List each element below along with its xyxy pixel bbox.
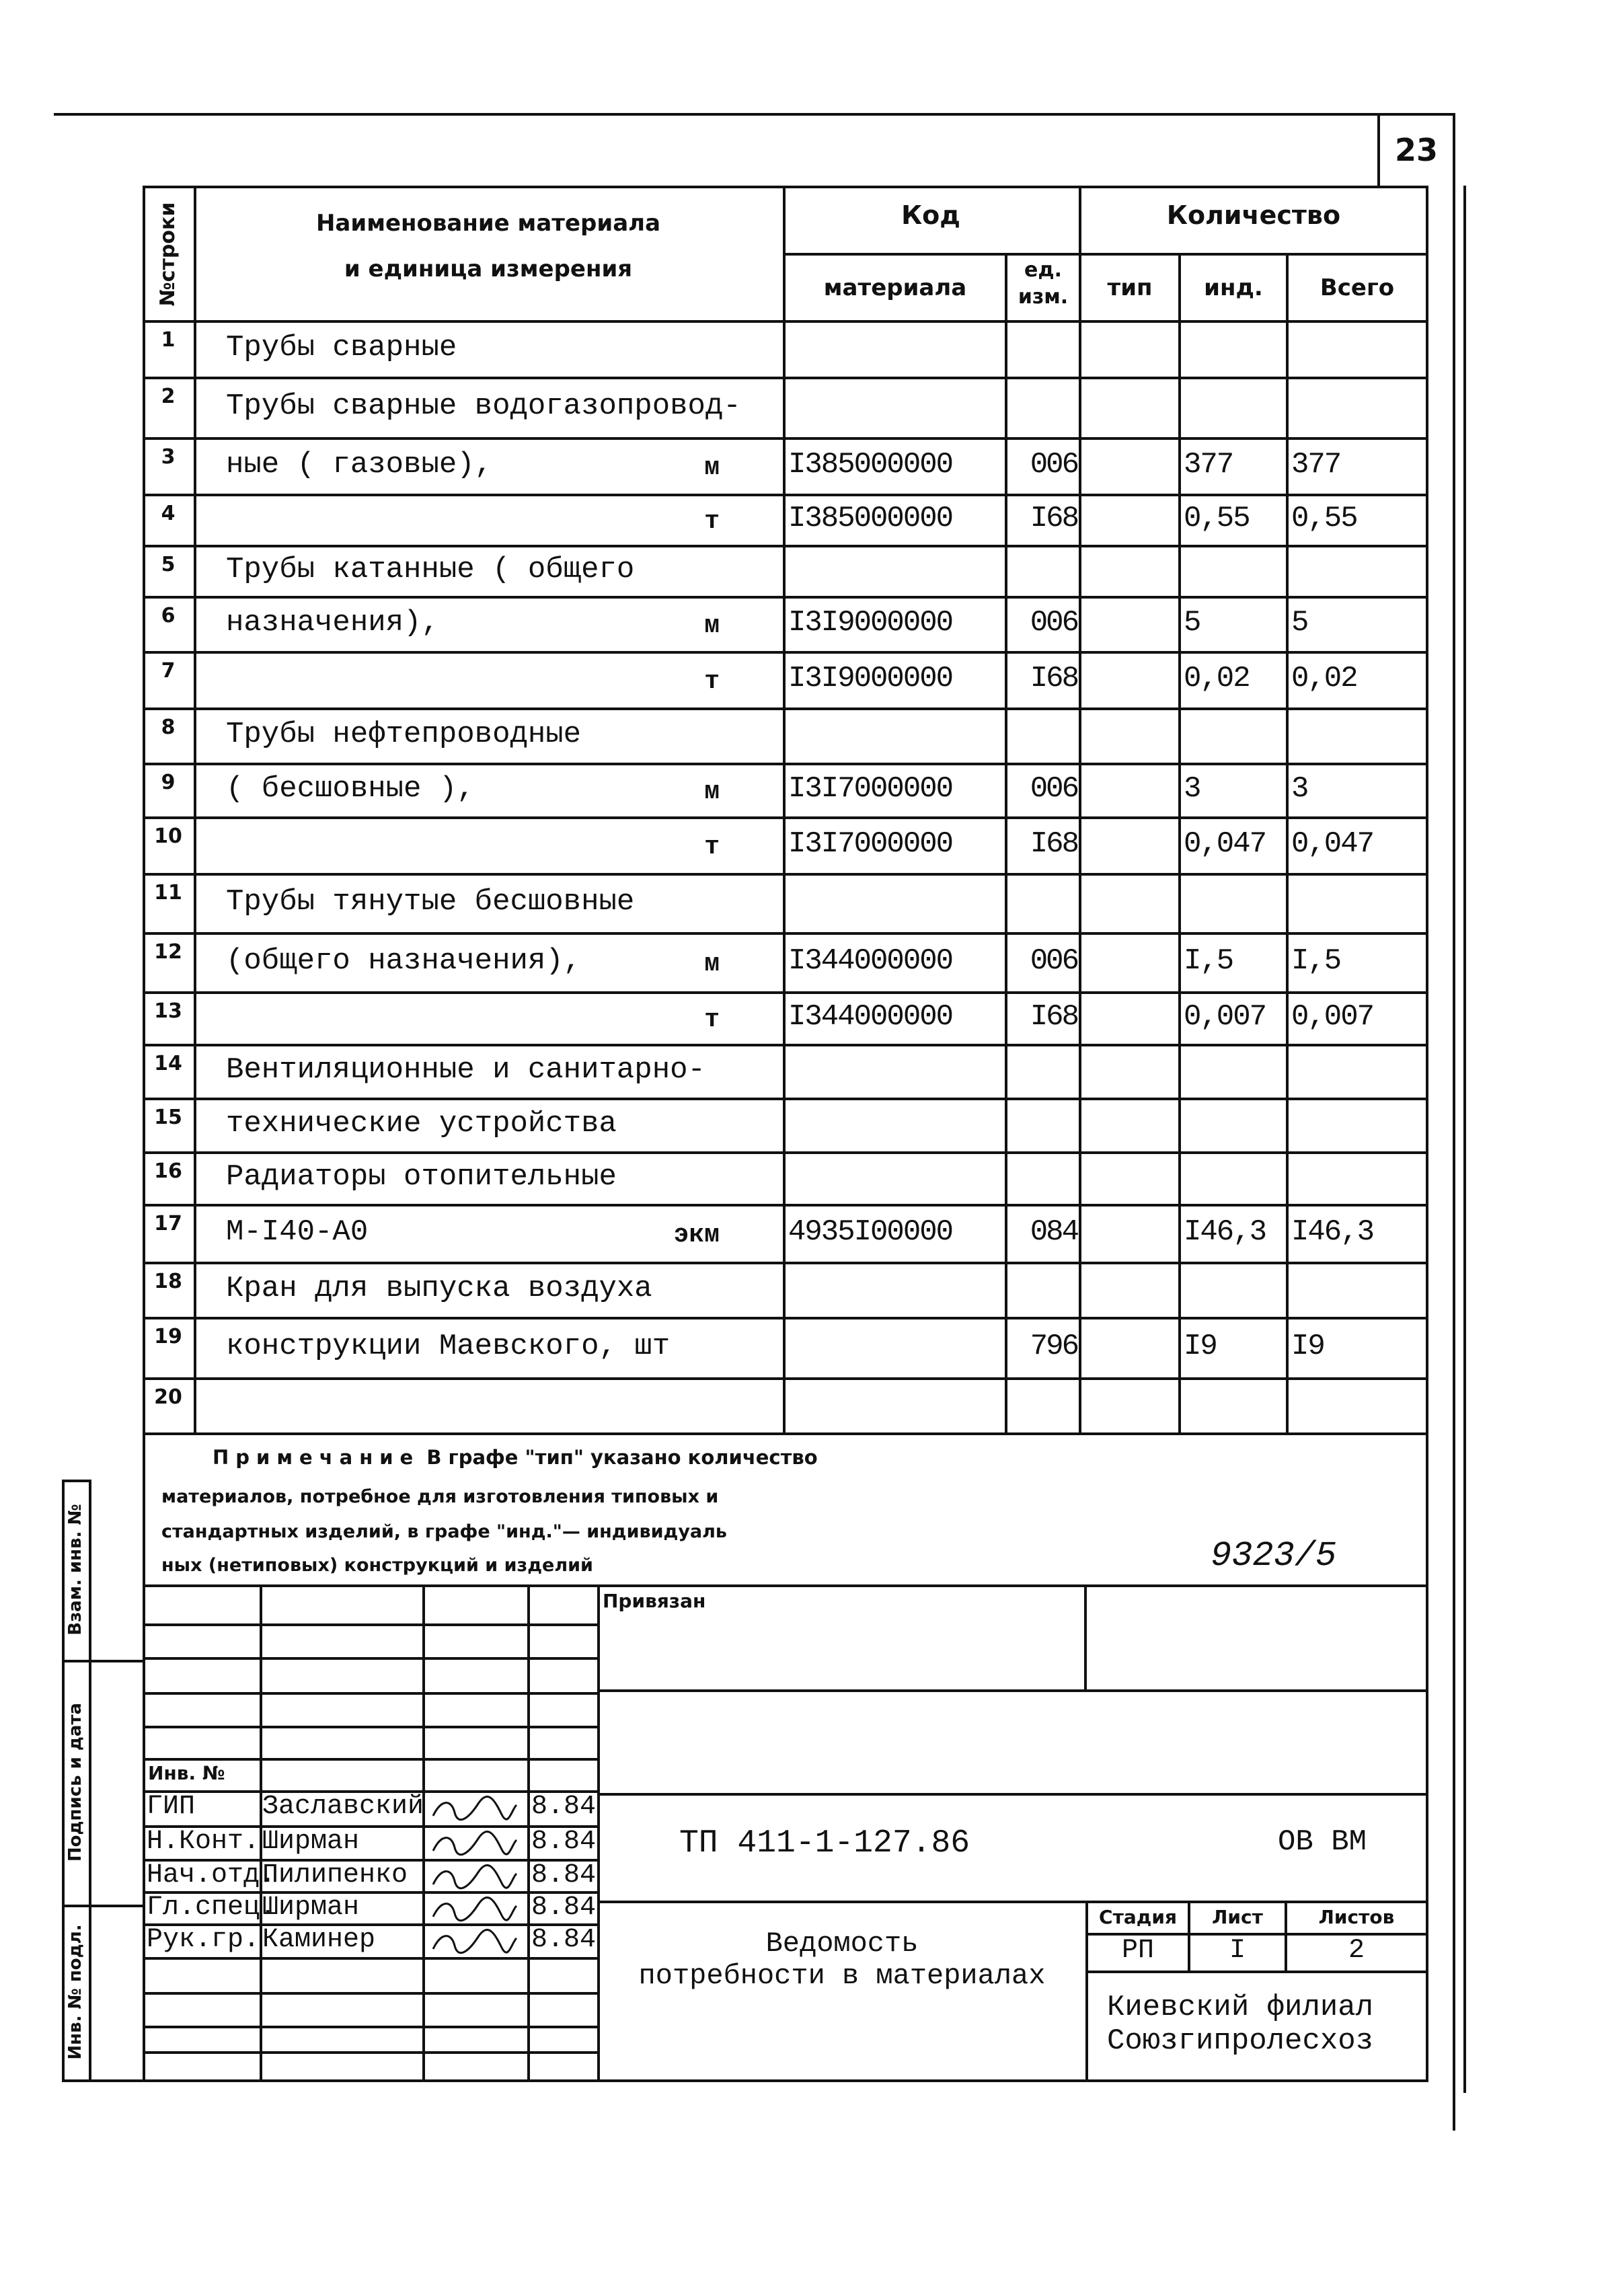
material-name: М-I40-А0 (226, 1215, 369, 1249)
staff-date: 8.84 (531, 1892, 597, 1923)
material-code: I3I9000000 (788, 606, 953, 640)
material-name: Кран для выпуска воздуха (226, 1272, 652, 1305)
page-number: 23 (1394, 132, 1438, 168)
side-label-inv-podl: Инв. № подл. (65, 1924, 85, 2060)
unit-code: 084 (1030, 1215, 1077, 1249)
unit-code: I68 (1030, 1000, 1077, 1034)
col-divider-name (783, 186, 786, 1432)
header-subline (783, 253, 1426, 256)
tb-left-row12 (143, 1992, 597, 1995)
side-label-sign-date: Подпись и дата (65, 1702, 85, 1862)
tb-left-row2 (143, 1657, 597, 1660)
stage-label: Стадия (1099, 1906, 1177, 1928)
outer-right-line (1463, 186, 1466, 2093)
page-number-box-right (1453, 113, 1455, 2131)
signature-image (428, 1929, 522, 1954)
name-header-line2: и единица измерения (344, 256, 633, 282)
signature-image (428, 1796, 522, 1821)
tb-bottom (143, 2079, 1426, 2082)
doc-mark: ОВ ВМ (1278, 1825, 1367, 1859)
col-divider-num (194, 186, 196, 1432)
table-right-border (1426, 186, 1428, 2082)
qty-total: 0,047 (1291, 827, 1374, 861)
unit-mark: м (704, 777, 720, 806)
tb-right-row3 (597, 1901, 1426, 1903)
qty-ind: 0,047 (1184, 827, 1266, 861)
tb-left-row1 (143, 1623, 597, 1626)
unit-mark: т (704, 507, 720, 536)
unit-code: I68 (1030, 662, 1077, 695)
staff-name: Каминер (262, 1925, 376, 1955)
material-name: ( бесшовные ), (226, 772, 475, 806)
qty-total: I9 (1291, 1330, 1324, 1363)
staff-date: 8.84 (531, 1792, 597, 1822)
row-number: 17 (154, 1212, 182, 1235)
signature-image (428, 1897, 522, 1922)
unit-mark: т (704, 1005, 720, 1034)
material-name: Трубы тянутые бесшовные (226, 885, 635, 919)
sheet-label: Лист (1212, 1906, 1263, 1928)
row-number: 12 (154, 940, 182, 964)
tb-privyazan-divider (1084, 1584, 1087, 1692)
material-name: конструкции Маевского, шт (226, 1330, 671, 1363)
qty-ind: I9 (1184, 1330, 1217, 1363)
material-name: Радиаторы отопительные (226, 1160, 617, 1194)
qty-ind-header: инд. (1204, 274, 1263, 301)
code-header: Код (901, 200, 960, 230)
note-line-2: материалов, потребное для изготовления типовых и (161, 1486, 719, 1507)
signature-image (428, 1831, 522, 1856)
row-number: 3 (161, 445, 176, 469)
code-material-header: материала (823, 274, 967, 301)
unit-code: 796 (1030, 1330, 1077, 1363)
row-number: 5 (161, 553, 176, 576)
material-name: назначения), (226, 606, 439, 640)
material-name: Трубы нефтепроводные (226, 718, 582, 751)
row-divider (143, 1098, 1426, 1100)
row-divider (143, 873, 1426, 876)
material-name: Трубы сварные (226, 331, 457, 365)
qty-total: 377 (1291, 448, 1341, 482)
row-divider (143, 596, 1426, 599)
tb-stage-bottom (1085, 1970, 1426, 1973)
qty-ind: 0,55 (1184, 502, 1250, 535)
material-code: I3I7000000 (788, 827, 953, 861)
tb-left-row14 (143, 2051, 597, 2054)
note-line-4: ных (нетиповых) конструкций и изделий (161, 1555, 593, 1576)
unit-code: 006 (1030, 944, 1077, 978)
staff-name: Заславский (262, 1792, 424, 1822)
unit-mark: экм (673, 1221, 720, 1250)
sheets-label: Листов (1318, 1906, 1395, 1928)
material-code: I344000000 (788, 1000, 953, 1034)
row-number: 11 (154, 881, 182, 905)
row-number-header: №строки (156, 202, 180, 307)
material-code: I344000000 (788, 944, 953, 978)
unit-header-line1: ед. (1024, 258, 1062, 282)
row-number: 8 (161, 716, 176, 739)
qty-total: I,5 (1291, 944, 1341, 978)
row-divider (143, 545, 1426, 547)
row-divider (143, 494, 1426, 496)
tb-left-row11 (143, 1957, 597, 1960)
staff-role: Рук.гр. (147, 1925, 260, 1955)
top-border-line (54, 113, 1453, 116)
material-name: Вентиляционные и санитарно- (226, 1053, 705, 1087)
tb-left-row3 (143, 1692, 597, 1695)
unit-code: I68 (1030, 502, 1077, 535)
tb-right-row2 (597, 1793, 1426, 1796)
row-divider (143, 651, 1426, 654)
project-code: ТП 411-1-127.86 (679, 1825, 970, 1862)
staff-role: Гл.спец. (147, 1892, 276, 1923)
unit-code: 006 (1030, 772, 1077, 806)
staff-name: Ширман (262, 1827, 360, 1857)
qty-type-header: тип (1107, 274, 1153, 301)
table-bottom-border (143, 1432, 1426, 1435)
row-divider (143, 707, 1426, 710)
note-line-1 (213, 1446, 1154, 1469)
staff-name: Ширман (262, 1892, 360, 1923)
tb-left-row13 (143, 2026, 597, 2028)
doc-title-line1: Ведомость (765, 1927, 919, 1960)
qty-total: 3 (1291, 772, 1308, 806)
qty-ind: I46,3 (1184, 1215, 1266, 1249)
tb-top (143, 1584, 1426, 1587)
unit-mark: т (704, 667, 720, 696)
side-strip-bottom (62, 2079, 143, 2082)
material-name: (общего назначения), (226, 944, 582, 978)
row-divider (143, 1262, 1426, 1264)
qty-total: 0,007 (1291, 1000, 1374, 1034)
note-title: Примечание (213, 1446, 420, 1469)
staff-role: Н.Конт. (147, 1827, 260, 1857)
row-divider (143, 1377, 1426, 1380)
sheet-value: I (1229, 1936, 1246, 1966)
col-divider-type (1178, 253, 1181, 1432)
signature-image (428, 1864, 522, 1890)
qty-ind: 5 (1184, 606, 1200, 640)
unit-mark: м (704, 611, 720, 640)
row-number: 4 (161, 502, 176, 525)
header-bottom (143, 320, 1426, 323)
tb-col-date (597, 1584, 600, 2082)
staff-name: Пилипенко (262, 1860, 408, 1890)
qty-total: 0,55 (1291, 502, 1357, 535)
row-divider (143, 763, 1426, 765)
qty-ind: 0,007 (1184, 1000, 1266, 1034)
row-number: 18 (154, 1270, 182, 1293)
row-divider (143, 816, 1426, 819)
tb-left (143, 1432, 145, 2082)
row-divider (143, 1151, 1426, 1154)
row-divider (143, 1317, 1426, 1319)
row-divider (143, 1204, 1426, 1207)
row-number: 15 (154, 1106, 182, 1129)
staff-role: ГИП (147, 1792, 196, 1822)
qty-ind: 377 (1184, 448, 1233, 482)
qty-total: 0,02 (1291, 662, 1357, 695)
row-number: 16 (154, 1159, 182, 1183)
material-code: I385000000 (788, 502, 953, 535)
material-code: I3I9000000 (788, 662, 953, 695)
qty-ind: I,5 (1184, 944, 1233, 978)
unit-code: 006 (1030, 606, 1077, 640)
note-line-3: стандартных изделий, в графе "инд."— индивидуаль (161, 1521, 727, 1542)
row-number: 19 (154, 1325, 182, 1348)
material-name: ные ( газовые), (226, 448, 493, 482)
material-code: 4935I00000 (788, 1215, 953, 1249)
material-code: I3I7000000 (788, 772, 953, 806)
material-name: Трубы сварные водогазопровод- (226, 389, 741, 423)
table-left-border (143, 186, 145, 1437)
staff-date: 8.84 (531, 1860, 597, 1890)
tb-left-row4 (143, 1726, 597, 1728)
row-number: 6 (161, 604, 176, 627)
row-number: 2 (161, 385, 176, 408)
unit-mark: м (704, 950, 720, 979)
unit-code: 006 (1030, 448, 1077, 482)
quantity-header: Количество (1166, 200, 1341, 230)
row-number: 1 (161, 328, 176, 352)
name-header-line1: Наименование материала (315, 210, 661, 237)
inv-no-label: Инв. № (148, 1762, 225, 1784)
row-divider (143, 437, 1426, 440)
staff-date: 8.84 (531, 1925, 597, 1955)
col-divider-code-qty (1079, 186, 1081, 1432)
tb-right-row1 (597, 1689, 1426, 1692)
qty-total-header: Всего (1320, 274, 1395, 301)
doc-title-line2: потребности в материалах (638, 1960, 1046, 1992)
row-divider (143, 377, 1426, 379)
col-divider-ind (1286, 253, 1289, 1432)
qty-ind: 3 (1184, 772, 1200, 806)
row-divider (143, 1044, 1426, 1046)
org-line1: Киевский филиал (1107, 1991, 1374, 2024)
sheets-value: 2 (1348, 1936, 1365, 1966)
row-divider (143, 932, 1426, 935)
unit-header-line2: изм. (1018, 285, 1069, 309)
material-name: технические устройства (226, 1107, 617, 1141)
staff-date: 8.84 (531, 1827, 597, 1857)
qty-total: I46,3 (1291, 1215, 1374, 1249)
unit-mark: т (704, 833, 720, 862)
staff-role: Нач.отд. (147, 1860, 276, 1890)
tb-left-row5 (143, 1758, 597, 1761)
qty-total: 5 (1291, 606, 1308, 640)
row-number: 13 (154, 999, 182, 1023)
row-divider (143, 991, 1426, 994)
side-label-vzam: Взам. инв. № (65, 1504, 85, 1636)
org-line2: Союзгипролесхоз (1107, 2024, 1374, 2058)
row-number: 10 (154, 825, 182, 848)
row-number: 9 (161, 771, 176, 794)
qty-ind: 0,02 (1184, 662, 1250, 695)
material-name: Трубы катанные ( общего (226, 553, 635, 586)
stage-value: РП (1121, 1936, 1154, 1966)
order-number: 9323/5 (1211, 1536, 1337, 1576)
side-strip-right (89, 1480, 91, 2082)
unit-mark: м (704, 453, 720, 482)
privyazan-label: Привязан (603, 1590, 706, 1612)
unit-code: I68 (1030, 827, 1077, 861)
row-number: 20 (154, 1385, 182, 1409)
note-line-1-rest: В графе "тип" указано количество (426, 1446, 818, 1469)
row-number: 7 (161, 659, 176, 683)
row-number: 14 (154, 1052, 182, 1075)
material-code: I385000000 (788, 448, 953, 482)
